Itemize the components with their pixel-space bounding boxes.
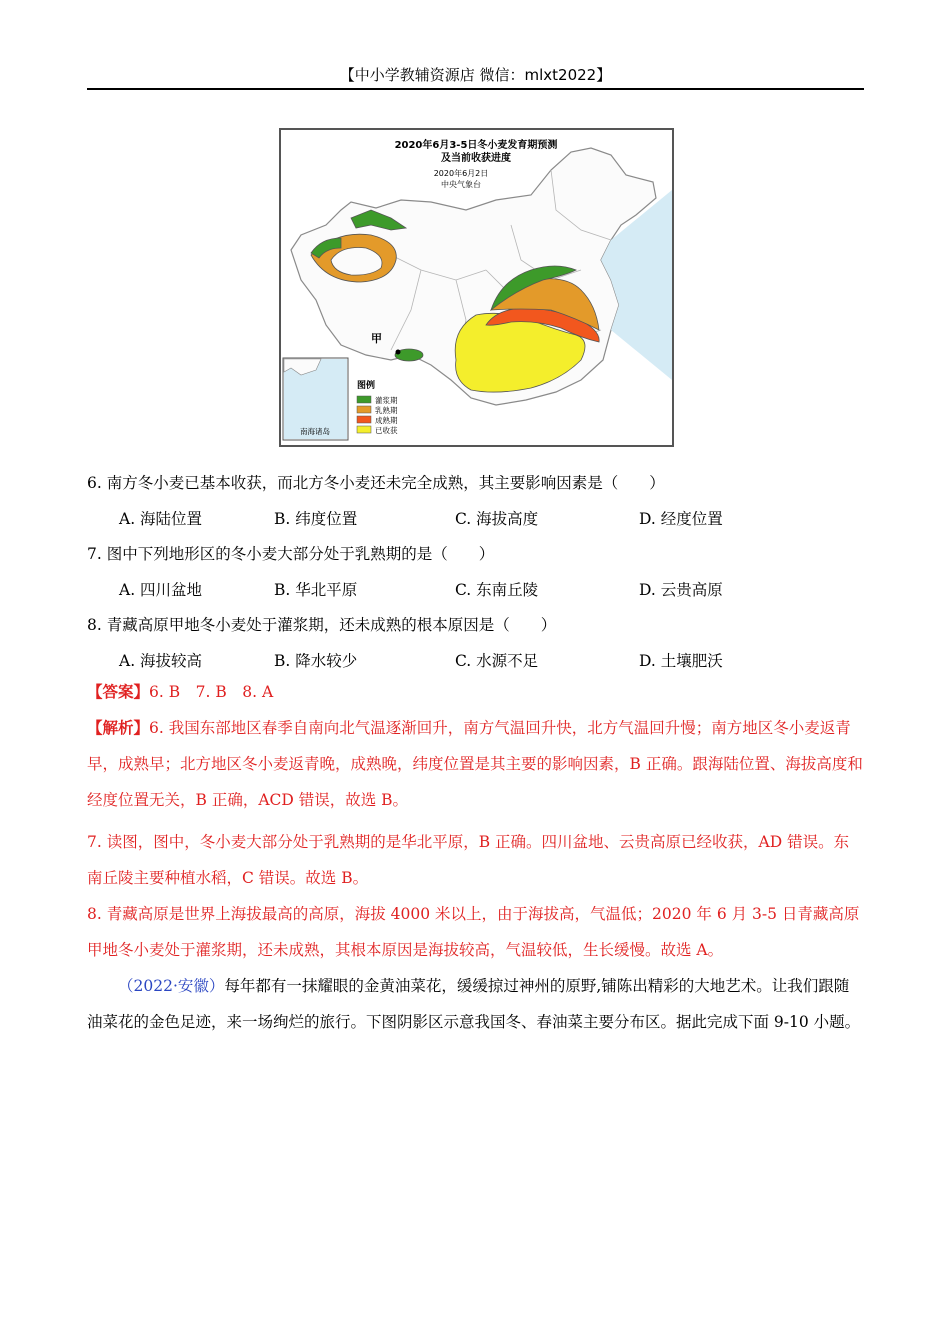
q8-option-c[interactable]: C. 水源不足 [455, 652, 539, 670]
map-title-2: 及当前收获进度 [441, 153, 511, 164]
legend-swatch [357, 416, 371, 423]
wheat-map [279, 128, 674, 447]
intro-text: 每年都有一抹耀眼的金黄油菜花，缓缓掠过神州的原野,铺陈出精彩的大地艺术。让我们跟随油菜花的金色足迹，来一场绚烂的旅行。下图阴影区示意我国冬、春油菜主要分布区。据此完成下面 9-10 小题。 [87, 977, 861, 1031]
q7-option-b[interactable]: B. 华北平原 [274, 581, 358, 599]
inset-label: 南海诸岛 [300, 427, 330, 436]
legend-label: 灌浆期 [375, 396, 398, 405]
analysis-7: 7. 读图，图中，冬小麦大部分处于乳熟期的是华北平原，B 正确。四川盆地、云贵高原已经收获，AD 错误。东南丘陵主要种植水稻，C 错误。故选 B。 [87, 833, 850, 887]
header-rule [87, 88, 864, 90]
question-6-stem: 6. 南方冬小麦已基本收获，而北方冬小麦还未完全成熟，其主要影响因素是（ ） [87, 474, 665, 492]
q7-option-d[interactable]: D. 云贵高原 [639, 581, 723, 599]
q6-option-d[interactable]: D. 经度位置 [639, 510, 723, 528]
q8-option-d[interactable]: D. 土壤肥沃 [639, 652, 723, 670]
q7-option-c[interactable]: C. 东南丘陵 [455, 581, 539, 599]
question-7-stem: 7. 图中下列地形区的冬小麦大部分处于乳熟期的是（ ） [87, 545, 495, 563]
analysis-6-text: 6. 我国东部地区春季自南向北气温逐渐回升，南方气温回升快，北方气温回升慢；南方地区冬小麦返青早，成熟早；北方地区冬小麦返青晚，成熟晚，纬度位置是其主要的影响因素，B 正确。跟海陆位置、海拔高度和经度位置无关，B 正确，ACD 错误，故选 B。 [87, 719, 863, 809]
legend-items [357, 395, 398, 435]
legend-swatch [357, 406, 371, 413]
legend-swatch [357, 396, 371, 403]
map-source: 中央气象台 [441, 180, 481, 189]
q6-option-b[interactable]: B. 纬度位置 [274, 510, 358, 528]
map-svg [281, 130, 672, 445]
legend-label: 成熟期 [375, 416, 398, 425]
page-header: 【中小学教辅资源店 微信：mlxt2022】 [339, 66, 612, 84]
jia-dot [396, 350, 401, 355]
legend-swatch [357, 426, 371, 433]
analysis-label: 【解析】 [87, 718, 150, 737]
analysis-6 [87, 710, 864, 818]
answer-label: 【答案】 [87, 682, 150, 701]
legend-title: 图例 [357, 381, 376, 391]
intro-source: （2022·安徽） [118, 977, 225, 995]
q8-option-a[interactable]: A. 海拔较高 [119, 652, 203, 670]
q6-option-a[interactable]: A. 海陆位置 [119, 510, 203, 528]
answer-text: 6. B 7. B 8. A [149, 683, 274, 701]
intro-paragraph [87, 968, 864, 1040]
question-8-stem: 8. 青藏高原甲地冬小麦处于灌浆期，还未成熟的根本原因是（ ） [87, 616, 557, 634]
q7-option-a[interactable]: A. 四川盆地 [119, 581, 203, 599]
legend-label: 乳熟期 [375, 406, 398, 415]
map-title-1: 2020年6月3-5日冬小麦发育期预测 [394, 140, 558, 151]
q6-option-c[interactable]: C. 海拔高度 [455, 510, 539, 528]
q8-option-b[interactable]: B. 降水较少 [274, 652, 358, 670]
legend-label: 已收获 [375, 426, 398, 435]
jia-label: 甲 [371, 332, 382, 345]
analysis-8: 8. 青藏高原是世界上海拔最高的高原，海拔 4000 米以上，由于海拔高，气温低；2020 年 6 月 3-5 日青藏高原甲地冬小麦处于灌浆期，还未成熟，其根本原因是海拔较高，气温较低，生长缓慢。故选 A。 [87, 905, 860, 959]
answer-line [87, 674, 864, 710]
map-date: 2020年6月2日 [433, 169, 489, 178]
